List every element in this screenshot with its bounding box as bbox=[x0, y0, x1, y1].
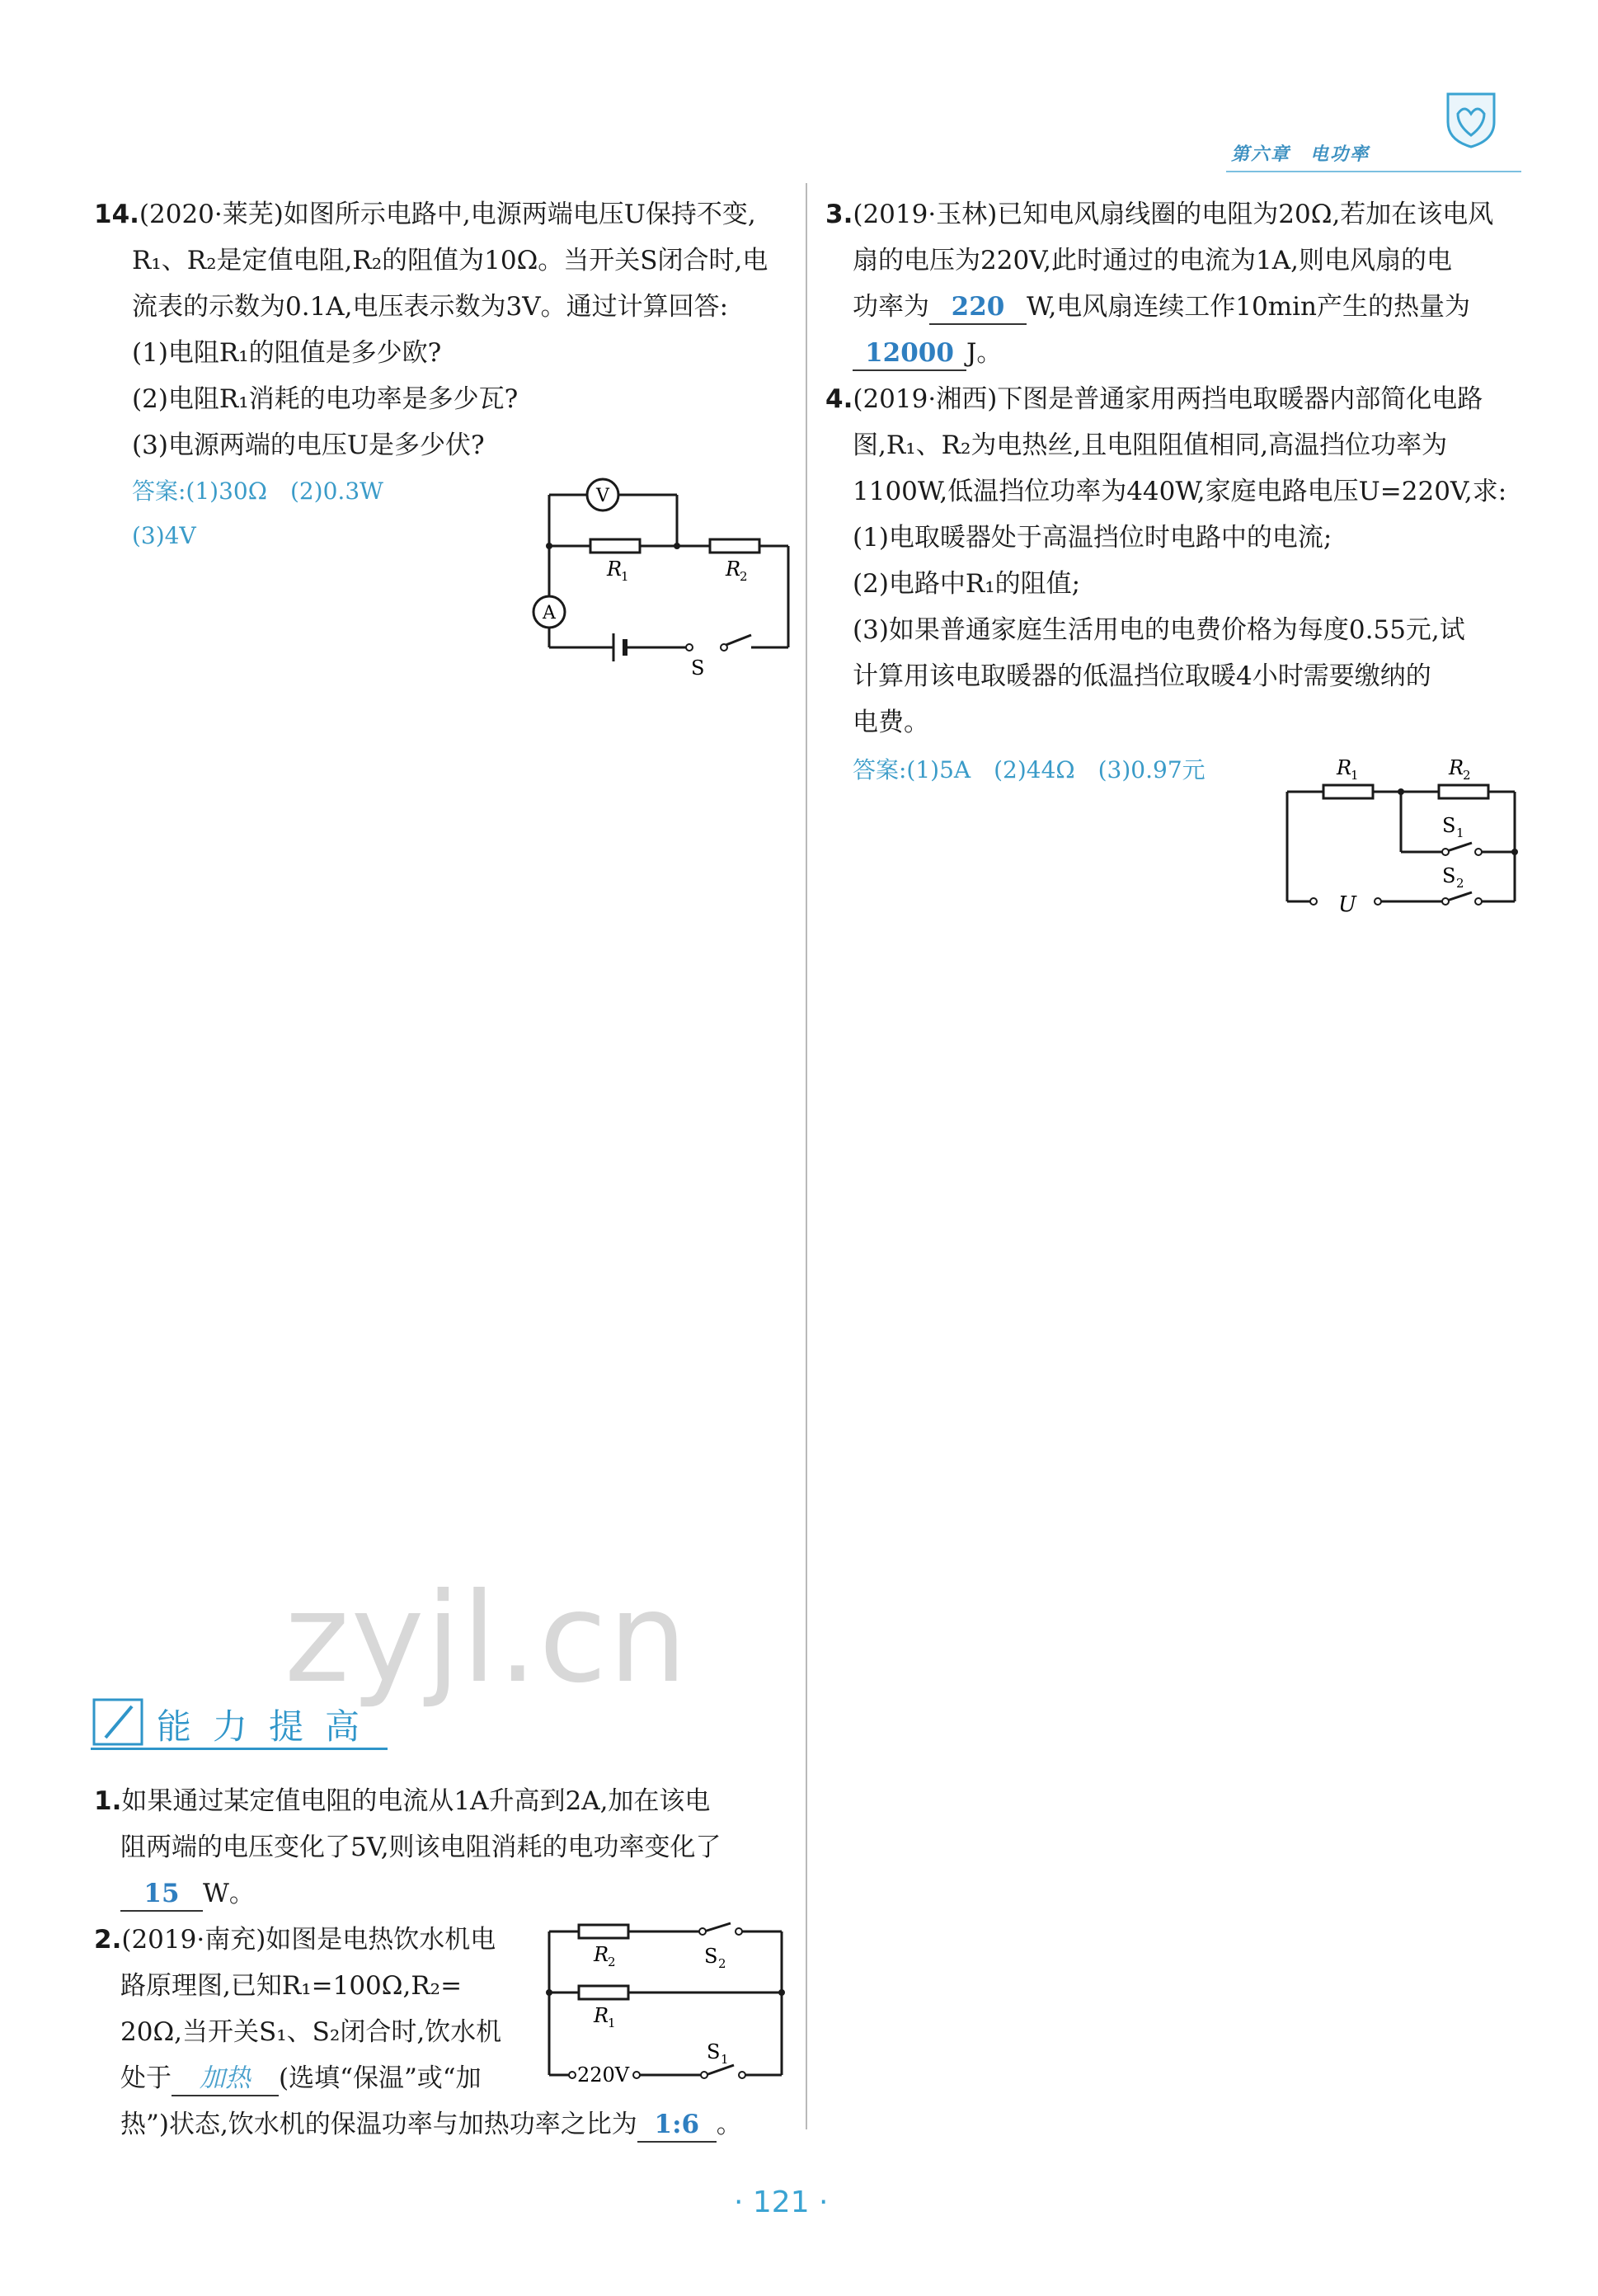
column-divider bbox=[806, 183, 807, 2129]
q4-answer: 答案:(1)5A (2)44Ω (3)0.97元 bbox=[853, 756, 1206, 783]
svg-text:V: V bbox=[596, 486, 609, 506]
svg-text:2: 2 bbox=[1456, 876, 1464, 891]
q4-part3-line1: (3)如果普通家庭生活用电的电费价格为每度0.55元,试 bbox=[853, 615, 1465, 645]
q14-r1-resistor bbox=[590, 539, 640, 553]
q14-circuit-diagram bbox=[524, 470, 797, 676]
svg-text:R: R bbox=[607, 558, 623, 581]
svg-text:S: S bbox=[704, 1945, 718, 1968]
svg-text:R: R bbox=[1337, 756, 1352, 779]
section-header bbox=[91, 1695, 404, 1749]
svg-text:1: 1 bbox=[1456, 826, 1464, 840]
svg-text:2: 2 bbox=[740, 569, 748, 584]
q4-line2: 图,R₁、R₂为电热丝,且电阻阻值相同,高温挡位功率为 bbox=[853, 430, 1448, 460]
s2-r1-resistor bbox=[579, 1986, 628, 1999]
q3-line2: 扇的电压为220V,此时通过的电流为1A,则电风扇的电 bbox=[853, 246, 1452, 275]
svg-text:S: S bbox=[707, 2040, 721, 2063]
page-number: · 121 · bbox=[734, 2185, 829, 2219]
q3-line4: 12000 J。 bbox=[853, 336, 1002, 371]
q14-part1: (1)电阻R₁的阻值是多少欧? bbox=[132, 338, 442, 368]
s2-r2-resistor bbox=[579, 1925, 628, 1938]
q14-r2-resistor bbox=[710, 539, 759, 553]
svg-text:R: R bbox=[594, 1943, 609, 1966]
q3-line1: 3.(2019·玉林)已知电风扇线圈的电阻为20Ω,若加在该电风 bbox=[825, 200, 1494, 229]
q4-part3-line2: 计算用该电取暖器的低温挡位取暖4小时需要缴纳的 bbox=[853, 661, 1431, 691]
svg-text:2: 2 bbox=[718, 1956, 726, 1971]
q3-blank-power: 220 bbox=[929, 290, 1027, 325]
q14-part3: (3)电源两端的电压U是多少伏? bbox=[132, 430, 485, 460]
q4-part1: (1)电取暖器处于高温挡位时电路中的电流; bbox=[853, 523, 1332, 553]
q14-line1: 14.(2020·莱芜)如图所示电路中,电源两端电压U保持不变, bbox=[94, 200, 756, 229]
s2-blank-ratio: 1:6 bbox=[637, 2108, 717, 2143]
chapter-header: 第六章 电功率 bbox=[1231, 144, 1370, 165]
q14-part2: (2)电阻R₁消耗的电功率是多少瓦? bbox=[132, 384, 519, 414]
svg-text:R: R bbox=[726, 558, 741, 581]
q4-part3-line3: 电费。 bbox=[853, 708, 929, 737]
q4-r1-resistor bbox=[1323, 785, 1373, 798]
q14-answer-line2: (3)4V bbox=[132, 522, 196, 549]
svg-text:1: 1 bbox=[608, 2016, 616, 2030]
q3-blank-heat: 12000 bbox=[853, 336, 966, 371]
q4-line3: 1100W,低温挡位功率为440W,家庭电路电压U=220V,求: bbox=[853, 477, 1507, 506]
header-rule bbox=[1226, 171, 1521, 172]
q14-line3: 流表的示数为0.1A,电压表示数为3V。通过计算回答: bbox=[132, 292, 729, 322]
s2-line2: 路原理图,已知R₁=100Ω,R₂= bbox=[120, 1971, 463, 2001]
s1-line1: 1.如果通过某定值电阻的电流从1A升高到2A,加在该电 bbox=[94, 1786, 711, 1816]
s1-line2: 阻两端的电压变化了5V,则该电阻消耗的电功率变化了 bbox=[120, 1833, 721, 1862]
svg-text:1: 1 bbox=[721, 2052, 729, 2067]
header-logo bbox=[1441, 89, 1501, 148]
q4-line1: 4.(2019·湘西)下图是普通家用两挡电取暖器内部简化电路 bbox=[825, 384, 1483, 414]
s2-circuit-diagram bbox=[538, 1912, 793, 2101]
svg-text:2: 2 bbox=[608, 1955, 616, 1969]
q4-circuit-diagram bbox=[1274, 746, 1521, 920]
s1-line3: 15 W。 bbox=[120, 1877, 255, 1912]
pencil-icon bbox=[91, 1695, 145, 1749]
q14-line2: R₁、R₂是定值电阻,R₂的阻值为10Ω。当开关S闭合时,电 bbox=[132, 246, 768, 275]
svg-text:S: S bbox=[1442, 814, 1456, 837]
svg-text:U: U bbox=[1338, 892, 1356, 917]
s2-line4: 处于 加热 (选填“保温”或“加 bbox=[120, 2062, 482, 2096]
q3-line3: 功率为 220 W,电风扇连续工作10min产生的热量为 bbox=[853, 290, 1470, 325]
svg-text:R: R bbox=[1449, 756, 1464, 779]
s2-line1: 2.(2019·南充)如图是电热饮水机电 bbox=[94, 1925, 496, 1955]
svg-text:1: 1 bbox=[621, 569, 629, 584]
q14-answer-line1: 答案:(1)30Ω (2)0.3W bbox=[132, 478, 383, 505]
svg-text:A: A bbox=[543, 603, 556, 623]
svg-text:S: S bbox=[691, 656, 705, 676]
q4-r2-resistor bbox=[1439, 785, 1488, 798]
svg-text:1: 1 bbox=[1351, 768, 1359, 783]
svg-text:2: 2 bbox=[1463, 768, 1471, 783]
q4-part2: (2)电路中R₁的阻值; bbox=[853, 569, 1081, 599]
svg-text:S: S bbox=[1442, 864, 1456, 887]
section-title: 能力提高 bbox=[157, 1706, 382, 1747]
badge-icon bbox=[1441, 89, 1501, 148]
s2-line5: 热”)状态,饮水机的保温功率与加热功率之比为 1:6 。 bbox=[120, 2108, 742, 2143]
svg-text:R: R bbox=[594, 2004, 609, 2027]
watermark: zyjl.cn bbox=[284, 1567, 689, 1710]
svg-text:220V: 220V bbox=[577, 2063, 630, 2087]
s2-blank-state: 加热 bbox=[172, 2062, 279, 2096]
section-underline bbox=[91, 1748, 388, 1750]
s2-line3: 20Ω,当开关S₁、S₂闭合时,饮水机 bbox=[120, 2017, 502, 2047]
s1-blank-power: 15 bbox=[120, 1877, 203, 1912]
